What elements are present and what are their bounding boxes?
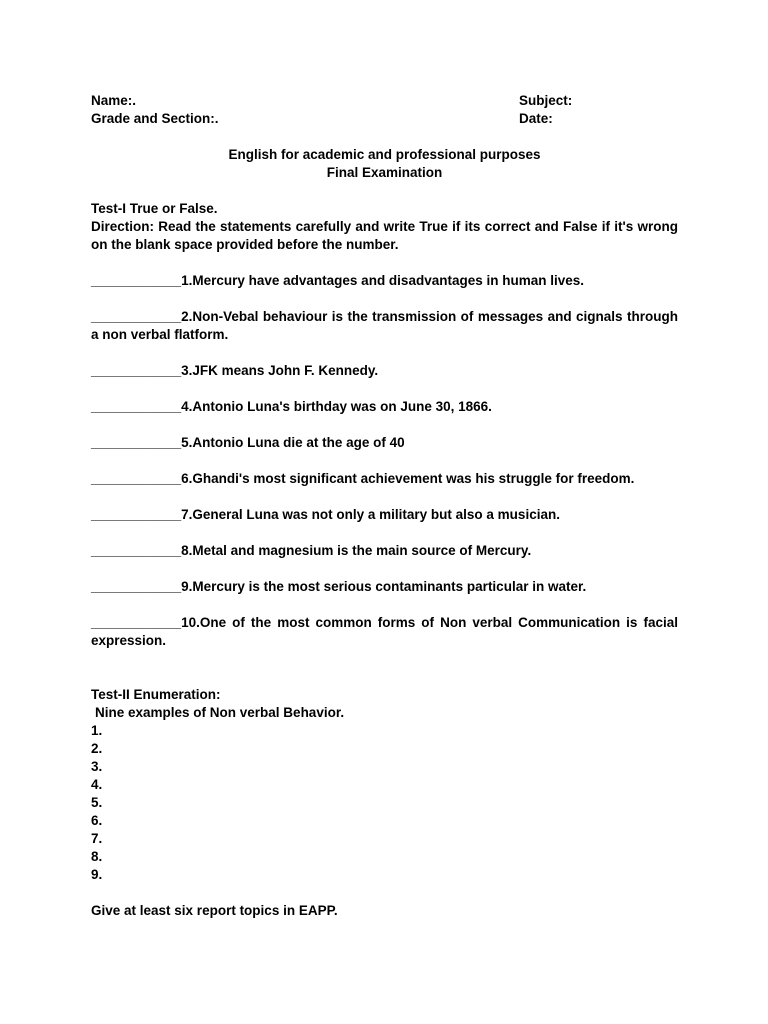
test1-title: Test-I True or False. [91, 201, 218, 216]
test1-direction: Direction: Read the statements carefully and write True if its correct and False if it's wrong on the blank space provided before the number. [91, 219, 678, 252]
true-false-item-5: ____________5.Antonio Luna die at the age of 40 [91, 435, 405, 450]
final-instruction: Give at least six report topics in EAPP. [91, 903, 338, 918]
enumeration-number-4: 4. [91, 777, 103, 792]
true-false-item-3: ____________3.JFK means John F. Kennedy. [91, 363, 379, 378]
true-false-item-7: ____________7.General Luna was not only a military but also a musician. [91, 507, 560, 522]
exam-title: Final Examination [326, 165, 443, 180]
header-row-2 [91, 110, 678, 128]
true-false-item-6: ____________6.Ghandi's most significant achievement was his struggle for freedom. [91, 471, 635, 486]
date-label: Date: [519, 111, 553, 126]
grade-section-label: Grade and Section:. [91, 111, 219, 126]
header-row-1 [91, 92, 678, 110]
enumeration-number-3: 3. [91, 759, 103, 774]
true-false-item-1: ____________1.Mercury have advantages and disadvantages in human lives. [91, 273, 585, 288]
test2-intro: Nine examples of Non verbal Behavior. [95, 705, 345, 720]
enumeration-number-7: 7. [91, 831, 103, 846]
true-false-item-2: ____________2.Non-Vebal behaviour is the transmission of messages and cignals through a non verbal flatform. [91, 309, 678, 342]
enumeration-number-1: 1. [91, 723, 103, 738]
enumeration-number-8: 8. [91, 849, 103, 864]
enumeration-number-6: 6. [91, 813, 103, 828]
enumeration-number-5: 5. [91, 795, 103, 810]
true-false-item-10: ____________10.One of the most common forms of Non verbal Communication is facial expression. [91, 615, 678, 648]
subject-label: Subject: [519, 93, 573, 108]
enumeration-number-9: 9. [91, 867, 103, 882]
test2-title: Test-II Enumeration: [91, 687, 221, 702]
exam-page [91, 92, 678, 920]
enumeration-number-2: 2. [91, 741, 103, 756]
name-label: Name:. [91, 93, 137, 108]
course-title: English for academic and professional purposes [228, 147, 541, 162]
true-false-item-8: ____________8.Metal and magnesium is the main source of Mercury. [91, 543, 532, 558]
true-false-item-4: ____________4.Antonio Luna's birthday was on June 30, 1866. [91, 399, 492, 414]
true-false-item-9: ____________9.Mercury is the most serious contaminants particular in water. [91, 579, 587, 594]
title-block [91, 146, 678, 182]
